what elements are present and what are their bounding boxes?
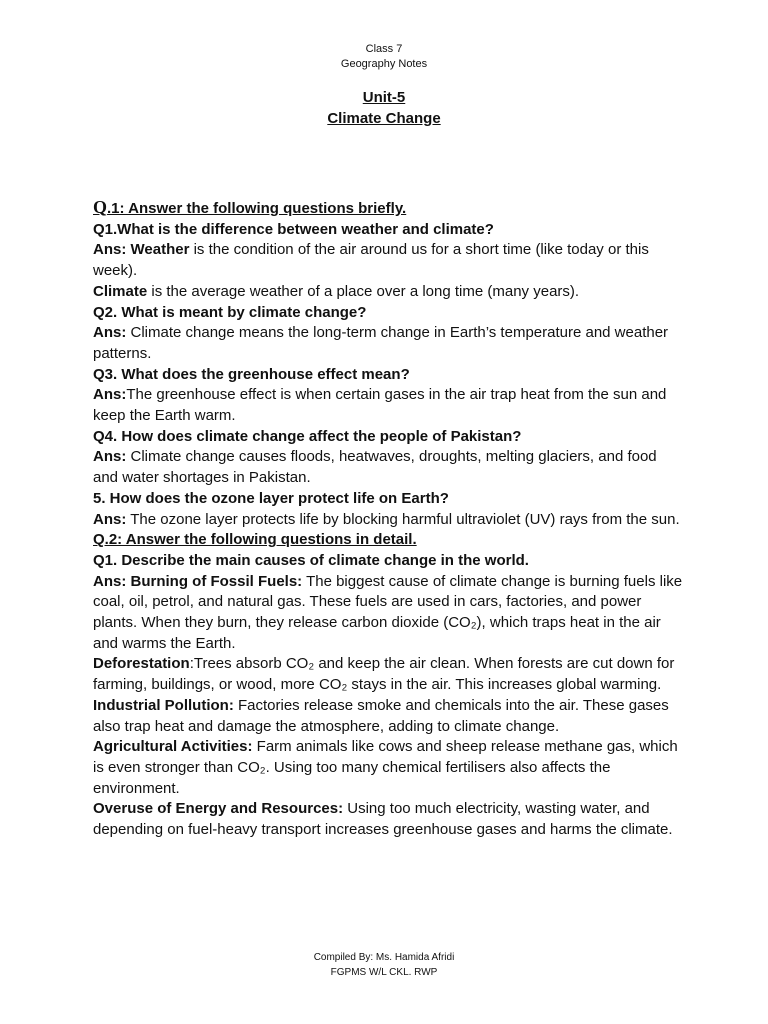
cause-deforestation: Deforestation:Trees absorb CO₂ and keep the air clean. When forests are cut down for farming, buildings, or wood, more CO₂ stays in the air. This increases global warming. [93, 655, 675, 694]
question-4: Q4. How does climate change affect the people of Pakistan? [93, 427, 522, 445]
answer-3: Ans:The greenhouse effect is when certain gases in the air trap heat from the sun and keep the Earth warm. [93, 386, 667, 425]
section2-heading: Q.2: Answer the following questions in detail. [93, 531, 417, 549]
cause-industrial-pollution: Industrial Pollution: Factories release smoke and chemicals into the air. These gases also trap heat and damage the atmosphere, adding to climate change. [93, 696, 669, 735]
class-label: Class 7 [365, 43, 403, 55]
footer-compiled-by: Compiled By: Ms. Hamida Afridi [313, 952, 455, 963]
footer-school: FGPMS W/L CKL. RWP [330, 967, 438, 978]
cause-agricultural-activities: Agricultural Activities: Farm animals like cows and sheep release methane gas, which is even stronger than CO₂. Using too many chemical fertilisers also affects the environment. [93, 738, 678, 797]
answer-1: Ans: Weather is the condition of the air around us for a short time (like today or this week). [93, 241, 649, 280]
question-1: Q1.What is the difference between weather and climate? [93, 220, 494, 238]
answer-2: Ans: Climate change means the long-term change in Earth’s temperature and weather patterns. [93, 324, 669, 362]
section2-question: Q1. Describe the main causes of climate change in the world. [93, 551, 529, 569]
answer-4: Ans: Climate change causes floods, heatwaves, droughts, melting glaciers, and food and water shortages in Pakistan. [93, 448, 657, 487]
answer-5: Ans: The ozone layer protects life by blocking harmful ultraviolet (UV) rays from the sun. [93, 510, 680, 528]
question-2: Q2. What is meant by climate change? [93, 303, 367, 321]
topic-title: Climate Change [327, 110, 441, 127]
question-5: 5. How does the ozone layer protect life on Earth? [93, 489, 449, 507]
subject-label: Geography Notes [340, 58, 428, 70]
cause-overuse-energy: Overuse of Energy and Resources: Using too much electricity, wasting water, and depending on fuel-heavy transport increases greenhouse gases and harms the climate. [93, 800, 673, 839]
notes-body [93, 197, 683, 841]
cause-fossil-fuels: Ans: Burning of Fossil Fuels: The biggest cause of climate change is burning fuels like coal, oil, petrol, and natural gas. These fuels are used in cars, factories, and power plants. When they burn, they release carbon dioxide (CO₂), which traps heat in the air and warms the Earth. [93, 572, 683, 652]
answer-1-climate: Climate is the average weather of a place over a long time (many years). [93, 282, 580, 300]
section1-heading: Q.1: Answer the following questions briefly. [93, 197, 407, 217]
unit-title: Unit-5 [362, 89, 406, 106]
question-3: Q3. What does the greenhouse effect mean? [93, 365, 410, 383]
